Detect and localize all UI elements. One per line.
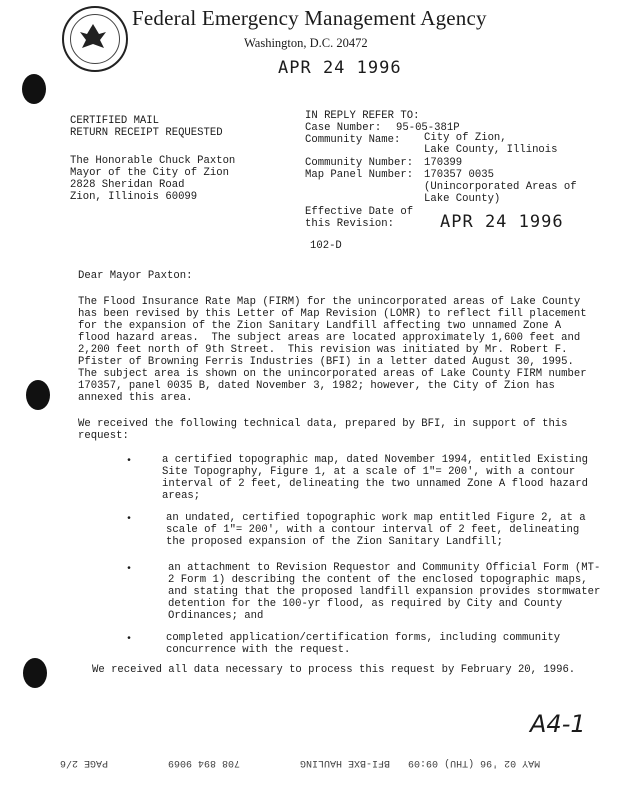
list-item-line: 2 Form 1) describing the content of the enclosed topographic maps,	[168, 574, 588, 586]
case-label: Case Number:	[305, 122, 382, 134]
list-item-line: Ordinances; and	[168, 610, 264, 622]
case-value: 95-05-381P	[396, 122, 460, 134]
punch-hole-middle	[26, 380, 50, 410]
handwritten-note: A4-1	[530, 710, 586, 738]
list-item-line: and stating that the proposed landfill expansion provides stormwater	[168, 586, 601, 598]
punch-hole-top	[22, 74, 46, 104]
fax-footer: MAY 02 '96 (THU) 09:09 BFI-BXE HAULING 708 894 9069 PAGE 2/6	[60, 757, 541, 769]
reference-code: 102-D	[310, 240, 342, 252]
agency-location: Washington, D.C. 20472	[244, 36, 368, 50]
paragraph-line: annexed this area.	[78, 392, 193, 404]
addressee-line: The Honorable Chuck Paxton	[70, 155, 236, 167]
community-number-label: Community Number:	[305, 157, 414, 169]
addressee-line: Zion, Illinois 60099	[70, 191, 198, 203]
list-item-line: a certified topographic map, dated November 1994, entitled Existing	[162, 454, 588, 466]
list-item-line: interval of 2 feet, delineating the two unnamed Zone A flood hazard	[162, 478, 588, 490]
list-item-line: an undated, certified topographic work map entitled Figure 2, at a	[166, 512, 586, 524]
bullet-icon: •	[126, 514, 133, 525]
paragraph-data-received: We received all data necessary to process this request by February 20, 1996.	[92, 664, 576, 676]
list-item-line: Site Topography, Figure 1, at a scale of 1"= 200', with a contour	[162, 466, 576, 478]
list-item-line: completed application/certification forms, including community	[166, 632, 561, 644]
list-item-line: scale of 1"= 200', with a contour interval of 2 feet, delineating	[166, 524, 580, 536]
date-stamp: APR 24 1996	[278, 58, 402, 78]
mailing-method-1: CERTIFIED MAIL	[70, 115, 160, 127]
map-panel-value-2: (Unincorporated Areas of	[424, 181, 577, 193]
paragraph-line: flood hazard areas. The subject areas are located approximately 1,600 feet and	[78, 332, 581, 344]
list-item-line: concurrence with the request.	[166, 644, 351, 656]
community-number-value: 170399	[424, 157, 463, 169]
paragraph-line: has been revised by this Letter of Map Revision (LOMR) to reflect fill placement	[78, 308, 587, 320]
salutation: Dear Mayor Paxton:	[78, 270, 193, 282]
map-panel-label: Map Panel Number:	[305, 169, 414, 181]
community-value-2: Lake County, Illinois	[424, 144, 558, 156]
paragraph-line: Pfister of Browning Ferris Industries (BFI) in a letter dated August 30, 1995.	[78, 356, 574, 368]
paragraph-line: 2,200 feet north of 9th Street. This revision was initiated by Mr. Robert F.	[78, 344, 568, 356]
paragraph-line: request:	[78, 430, 129, 442]
addressee-line: Mayor of the City of Zion	[70, 167, 229, 179]
list-item-line: detention for the 100-yr flood, as required by City and County	[168, 598, 563, 610]
paragraph-line: for the expansion of the Zion Sanitary Landfill affecting two unnamed Zone A	[78, 320, 562, 332]
seal-icon	[62, 6, 128, 72]
punch-hole-bottom	[23, 658, 47, 688]
mailing-method-2: RETURN RECEIPT REQUESTED	[70, 127, 223, 139]
addressee-line: 2828 Sheridan Road	[70, 179, 185, 191]
map-panel-value-3: Lake County)	[424, 193, 501, 205]
effective-label-1: Effective Date of	[305, 206, 414, 218]
community-value-1: City of Zion,	[424, 132, 507, 144]
effective-label-2: this Revision:	[305, 218, 395, 230]
paragraph-line: 170357, panel 0035 B, dated November 3, 1982; however, the City of Zion has	[78, 380, 555, 392]
map-panel-value-1: 170357 0035	[424, 169, 494, 181]
list-item-line: areas;	[162, 490, 201, 502]
community-label: Community Name:	[305, 134, 401, 146]
agency-name: Federal Emergency Management Agency	[132, 6, 487, 30]
list-item-line: an attachment to Revision Requestor and Community Official Form (MT-	[168, 562, 601, 574]
bullet-icon: •	[126, 456, 133, 467]
paragraph-line: We received the following technical data, prepared by BFI, in support of this	[78, 418, 568, 430]
bullet-icon: •	[126, 634, 133, 645]
effective-date-stamp: APR 24 1996	[440, 212, 564, 232]
list-item-line: the proposed expansion of the Zion Sanitary Landfill;	[166, 536, 503, 548]
paragraph-line: The subject area is shown on the unincorporated areas of Lake County FIRM number	[78, 368, 587, 380]
reference-header: IN REPLY REFER TO:	[305, 110, 420, 122]
bullet-icon: •	[126, 564, 133, 575]
paragraph-line: The Flood Insurance Rate Map (FIRM) for the unincorporated areas of Lake County	[78, 296, 581, 308]
